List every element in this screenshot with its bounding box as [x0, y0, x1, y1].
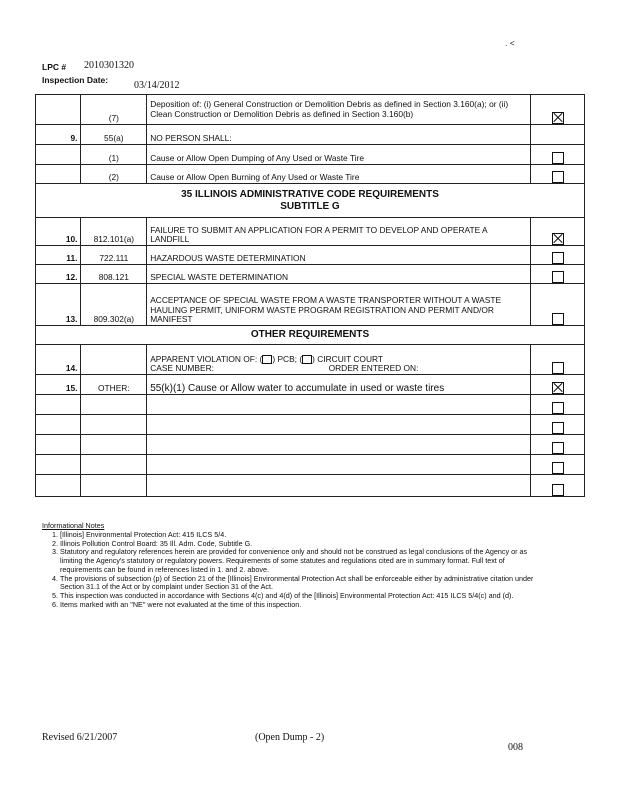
table-row: [36, 375, 585, 395]
table-row: [36, 165, 585, 184]
blank-entry[interactable]: [147, 395, 531, 415]
row-code: OTHER:: [81, 375, 147, 395]
blank-entry[interactable]: [147, 475, 531, 497]
pcb-label: ) PCB; (: [272, 353, 303, 364]
table-row: [36, 246, 585, 265]
note-item: 3. Statutory and regulatory references herein are provided for convenience only and should not be construed as legal conclusions of the Agency or as limiting the Agency's statutory or regulatory powers. Requirements of some statutes and regulations cited are in summary format. Full text of requirements can be found in references listed in 1. and 2. above.: [60, 548, 542, 574]
informational-notes: [42, 522, 542, 610]
row-number: 12.: [36, 265, 81, 284]
table-row: [36, 125, 585, 145]
section-35-title: 35 ILLINOIS ADMINISTRATIVE CODE REQUIREMENTS: [181, 189, 439, 200]
row-description: FAILURE TO SUBMIT AN APPLICATION FOR A PERMIT TO DEVELOP AND OPERATE A LANDFILL: [147, 218, 531, 246]
checkbox-11[interactable]: [552, 252, 564, 264]
blank-entry[interactable]: [147, 455, 531, 475]
notes-title: Informational Notes: [42, 521, 105, 530]
checkbox-blank[interactable]: [552, 484, 564, 496]
checkbox-13[interactable]: [552, 313, 564, 325]
row-number: 10.: [36, 218, 81, 246]
blank-entry[interactable]: [147, 415, 531, 435]
checkbox-10-checked[interactable]: [552, 233, 564, 245]
row-code: 722.111: [81, 246, 147, 265]
corner-mark: . <: [505, 38, 515, 48]
table-row: [36, 395, 585, 415]
row-description: Cause or Allow Open Dumping of Any Used or Waste Tire: [147, 145, 531, 165]
note-item: 5. This inspection was conducted in accordance with Sections 4(c) and 4(d) of the [Illinois] Environmental Protection Act: 415 ILCS 5/4(c) and (d).: [60, 592, 542, 601]
note-item: 2. Illinois Pollution Control Board: 35 Ill. Adm. Code, Subtitle G.: [60, 540, 542, 549]
other-description: 55(k)(1) Cause or Allow water to accumulate in used or waste tires: [147, 375, 531, 395]
checkbox-blank[interactable]: [552, 462, 564, 474]
row-code: 809.302(a): [81, 284, 147, 326]
row-code: (7): [81, 95, 147, 125]
pcb-checkbox[interactable]: [262, 355, 272, 364]
checkbox-blank[interactable]: [552, 422, 564, 434]
row-description: HAZARDOUS WASTE DETERMINATION: [147, 246, 531, 265]
table-row: [36, 284, 585, 326]
row-number: 13.: [36, 284, 81, 326]
inspection-date-label: Inspection Date:: [42, 75, 109, 85]
checkbox-7-checked[interactable]: [552, 112, 564, 124]
checkbox-15-checked[interactable]: [552, 382, 564, 394]
row-code: 808.121: [81, 265, 147, 284]
row-code: 55(a): [81, 125, 147, 145]
row-number: 11.: [36, 246, 81, 265]
revised-date: Revised 6/21/2007: [42, 732, 118, 743]
section-header-row: [36, 184, 585, 218]
checkbox-14[interactable]: [552, 362, 564, 374]
table-row: [36, 265, 585, 284]
note-item: 1. [Illinois] Environmental Protection Act: 415 ILCS 5/4.: [60, 531, 542, 540]
row-number: 15.: [36, 375, 81, 395]
note-item: 6. Items marked with an "NE" were not evaluated at the time of this inspection.: [60, 601, 542, 610]
note-item: 4. The provisions of subsection (p) of Section 21 of the [Illinois] Environmental Protection Act shall be enforceable either by administrative citation under Section 31.1 of the Act or by complaint under Section 31 of the Act.: [60, 575, 542, 593]
case-number-label: CASE NUMBER:: [150, 363, 214, 374]
checkbox-12[interactable]: [552, 271, 564, 283]
row-description: SPECIAL WASTE DETERMINATION: [147, 265, 531, 284]
row-description: NO PERSON SHALL:: [147, 125, 531, 145]
row-code: (2): [81, 165, 147, 184]
checkbox-blank[interactable]: [552, 442, 564, 454]
section-header-row: [36, 326, 585, 345]
lpc-value: 2010301320: [84, 60, 134, 71]
section-35-subtitle: SUBTITLE G: [280, 200, 340, 212]
violation-label: APPARENT VIOLATION OF: (: [150, 353, 263, 364]
checkbox-blank[interactable]: [552, 402, 564, 414]
row-code: (1): [81, 145, 147, 165]
row-number: 14.: [36, 345, 81, 375]
checklist-table: [35, 94, 585, 497]
checkbox-9-2[interactable]: [552, 171, 564, 183]
notes-list: [42, 531, 542, 610]
table-row: [36, 218, 585, 246]
row-description: Cause or Allow Open Burning of Any Used or Waste Tire: [147, 165, 531, 184]
table-row: [36, 455, 585, 475]
page-code: 008: [508, 742, 523, 753]
lpc-label: LPC #: [42, 62, 67, 72]
order-entered-label: ORDER ENTERED ON:: [328, 363, 419, 374]
section-other-title: OTHER REQUIREMENTS: [36, 326, 585, 345]
table-row: [36, 415, 585, 435]
row-description: Deposition of: (i) General Construction or Demolition Debris as defined in Section 3.160(a); or (ii) Clean Construction or Demolition Debris as defined in Section 3.160(b): [147, 95, 531, 125]
blank-entry[interactable]: [147, 435, 531, 455]
row-description: ACCEPTANCE OF SPECIAL WASTE FROM A WASTE TRANSPORTER WITHOUT A WASTE HAULING PERMIT, UNIFORM WASTE PROGRAM REGISTRATION AND PERMIT AND/OR MANIFEST: [147, 284, 531, 326]
circuit-court-checkbox[interactable]: [302, 355, 312, 364]
table-row: [36, 435, 585, 455]
table-row: [36, 95, 585, 125]
table-row: [36, 345, 585, 375]
checkbox-9-1[interactable]: [552, 152, 564, 164]
row-code: 812.101(a): [81, 218, 147, 246]
table-row: [36, 475, 585, 497]
circuit-court-label: ) CIRCUIT COURT: [312, 353, 384, 364]
form-name: (Open Dump - 2): [255, 732, 325, 743]
row-number: 9.: [36, 125, 81, 145]
table-row: [36, 145, 585, 165]
inspection-date-value: 03/14/2012: [134, 80, 180, 91]
